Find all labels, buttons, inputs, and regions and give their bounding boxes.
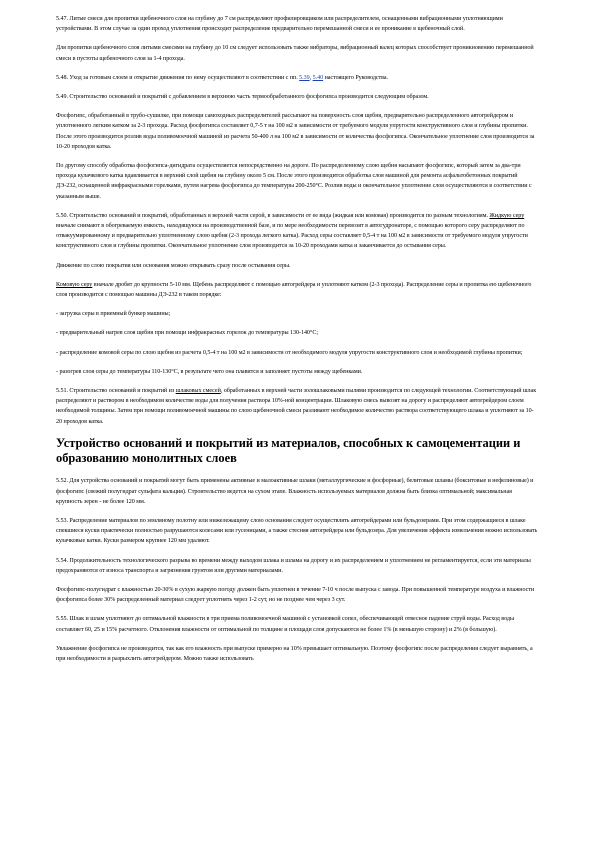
paragraph-5-49: 5.49. Строительство оснований и покрытий с добавлением в верхнюю часть термообработанного фосфогипса производится следующим образом. xyxy=(56,94,429,101)
list-item: - предварительный нагрев слоя щебня при помощи инфракрасных горелок до температуры 130-140°С; xyxy=(56,330,318,337)
term-liquid-sulfur: Жидкую серу xyxy=(489,212,525,219)
paragraph-5-52: 5.52. Для устройства оснований и покрытий могут быть применены активные и малоактивные шлаки (металлургические и фосфорные), белитовые шламы (бокситовые и нефелиновые) и фосфогипс (свежий полугидрат сульфата кальция). Строительство ведется на сухом этапе. Влажность используемых материалов должна быть близка оптимальной; максимальная крупность зерен - не более 120 мм. xyxy=(56,478,534,505)
paragraph-5-51-text: 5.51. Строительство оснований и покрытий из xyxy=(56,388,175,395)
paragraph-5-51 xyxy=(56,386,539,427)
paragraph-hemihydrate: Фосфогипс-полугидрат с влажностью 20-30% в сухую жаркую погоду должен быть уплотнен в течение 7-10 ч после выпуска с завода. При повышенной температуре воздуха и влажности фосфогипса более 30% распределенный материал следует уплотнять через 1-2 сут, но не позднее чем через 3 сут. xyxy=(56,586,535,604)
paragraph-5-48 xyxy=(56,73,539,83)
list-item: - распределение комовой серы по слою щебня из расчета 0,5-4 т на 100 м2 в зависимости от необходимого модуля упругости конструктивного слоя и необходимой глубины пропитки; xyxy=(56,349,523,356)
paragraph-phosphogypsum-method-1: Фосфогипс, обработанный в трубо-сушилке, при помощи самоходных распределителей рассыпают на поверхность слоя щебня, предварительно распределенного автогрейдером и уплотненного легким катком за 2-3 прохода. Расход фосфогипса составляет 0,7-5 т на 100 м2 в зависимости от требуемого модуля упругости конструктивного слоя и глубины пропитки. После этого производится розлив воды поливомоечной машиной из расчета 50-400 л на 100 м2 в зависимости от количества фосфогипса. Окончательное уплотнение слоя производится за 10-20 проходов катка. xyxy=(56,113,535,150)
paragraph-lump-sulfur xyxy=(56,280,539,300)
list-item: - разогрев слоя серы до температуры 110-130°С, в результате чего она плавится и заполняет пустоты между щебенками. xyxy=(56,368,363,375)
term-lump-sulfur: Комовую серу xyxy=(56,281,93,288)
paragraph-5-48-text: 5.48. Уход за готовым слоем и открытие движения по нему осуществляют в соответствии с пп. xyxy=(56,74,298,81)
paragraph-traffic-opening: Движение по слою покрытия или основания можно открывать сразу после остывания серы. xyxy=(56,262,291,269)
paragraph-moistening: Увлажнение фосфогипса не производится, так как его влажность при выпуске примерно на 10% превышает оптимальную. Поэтому фосфогипс после распределения следует выравнять, а при необходимости и разрыхлить автогрейдером. Можно также использовать xyxy=(56,645,533,662)
paragraph-5-55: 5.55. Шлак и шлам уплотняют до оптимальной влажности в три приема поливомоечной машиной с установкой сопел, обеспечивающей отвесное падение струй воды. Расход воды составляет 60, 25 и 15% расчетного. Отклонения влажности от оптимальной по толщине и площади слоя допускаются не более 1% (в меньшую сторону) и 2% (в большую). xyxy=(56,616,515,633)
paragraph-5-50 xyxy=(56,211,539,252)
paragraph-5-47: 5.47. Литые смеси для пропитки щебеночного слоя на глубину до 7 см распределяют профилировщиком или распределителем, оснащенными вибрационными уплотняющими устройствами. В этом случае за один проход уплотнения происходит распределение предварительно перемешанной смеси и ее проникание в щебеночный слой. xyxy=(56,16,503,33)
paragraph-lump-sulfur-text: вначале дробят до крупности 5-10 мм. Щебень распределяют с помощью автогрейдера и уплотняют катком (2-3 прохода). Распределение серы и пропитка ею щебеночного слоя производится с помощью машины ДЭ-232 в таком порядке: xyxy=(56,281,532,299)
paragraph-impregnation: Для пропитки щебеночного слоя литыми смесями на глубину до 10 см следует использовать также вибраторы, вибрационный валец которых способствует проникновению перемешанной смеси в пустоты щебеночного слоя за 1-4 прохода. xyxy=(56,45,534,62)
link-5-39[interactable]: 5.39 xyxy=(299,74,310,81)
paragraph-5-51-tail: , обработанных в верхней части золошлаковыми пылями производится по следующей технологии. Соответствующий шлак распределяют и раствором в необходимом количестве воды для получения раствора 10%-ной концентрации. Шлаковую смесь вывозят на дорогу и распределяют автогрейдером слоем необходимой толщины. Затем при помощи поливомоечной машины по слою щебеночной смеси разливают необходимое количество раствора соответствующего шлака и уплотняют за 10-20 проходов катка. xyxy=(56,388,537,425)
paragraph-5-50-tail: вначале снимают в обогреваемую емкость, находящуюся на производственной базе, и по мере необходимости перевозят в автогудронаторе, с помощью которого серу распределяют по отвакуумированному и предварительно уплотненному слою щебня (2-3 прохода легкого катка). Расход серы составляет 0,5-4 т на 100 м2 в зависимости от требуемого модуля упругости конструктивного слоя и глубины пропитки. Окончательное уплотнение слоя производится за 10-20 проходами катка и заканчивается до остывания серы. xyxy=(56,223,528,250)
paragraph-5-53: 5.53. Распределение материалов по земляному полотну или нижележащему слою основания следует осуществлять автогрейдерами или бульдозерами. При этом содержащиеся в шлаке спекшиеся куски практически полностью разрушаются колесами или гусеницами, а также стесняя автогрейдера или бульдозера. Для увеличения эффекта измельчения можно использовать кулачковые катки. Куски размером крупнее 120 мм удаляют. xyxy=(56,517,538,545)
link-separator: , xyxy=(309,74,312,81)
list-item: - загрузка серы в приемный бункер машины; xyxy=(56,311,171,318)
link-5-40[interactable]: 5.40 xyxy=(312,74,324,81)
paragraph-5-54: 5.54. Продолжительность технологического разрыва во времени между выходом шлака и шлама на дорогу и их распределением и уплотнением не регламентируется, если эти материалы предохраняются от износа транспорта и загрязнения грунтом или другими материалами. xyxy=(56,557,531,574)
section-heading: Устройство оснований и покрытий из материалов, способных к самоцементации и образованию монолитных слоев xyxy=(56,435,521,466)
paragraph-5-48-tail: настоящего Руководства. xyxy=(324,74,389,81)
term-slag-mixtures: шлаковых смесей xyxy=(175,388,221,395)
paragraph-5-50-text: 5.50. Строительство оснований и покрытий, обработанных в верхней части серой, в зависимости от ее вида (жидкая или комовая) производится по разным технологиям. xyxy=(56,212,488,219)
paragraph-phosphogypsum-method-2: По другому способу обработка фосфогипса-дигидрата осуществляется непосредственно на дороге. По распределенному слою щебня насыпают фосфогипс, который затем за два-три прохода кулачкового катка вдавливается в верхний слой щебня на глубину около 5 см. После этого производится обработка слоя машиной для ремонта асфальтобетонных покрытий ДЭ-232, оснащенной инфракрасными горелками, путем нагрева фосфогипса до температуры 200-250°С. Розлив воды и окончательное уплотнение слоя осуществляются в соответствии с указанным выше. xyxy=(56,163,532,200)
